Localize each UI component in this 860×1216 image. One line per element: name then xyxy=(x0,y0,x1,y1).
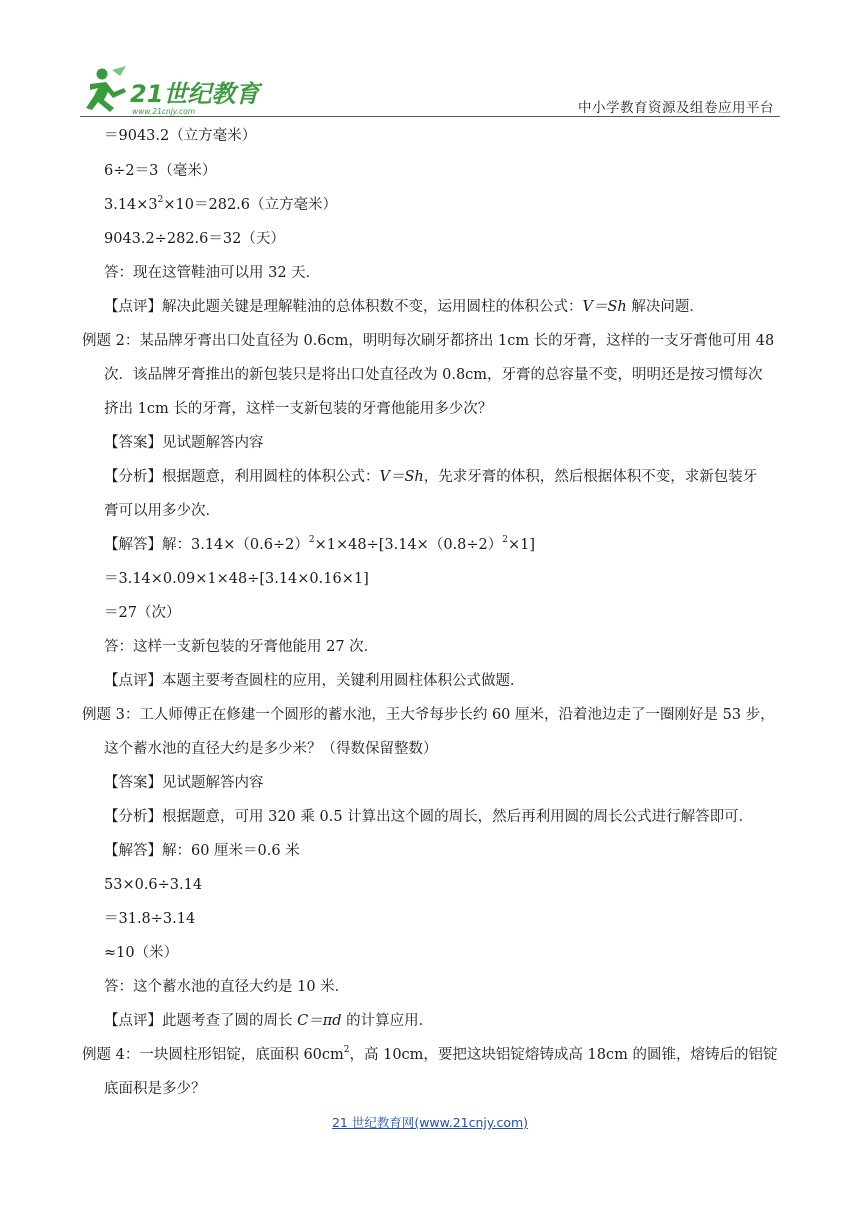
text-line: 6÷2＝3（毫米） xyxy=(104,163,217,179)
answer-label: 【答案】见试题解答内容 xyxy=(104,435,264,451)
analysis-line: 膏可以用多少次． xyxy=(104,503,220,519)
solution-line: ＝3.14×0.09×1×48÷[3.14×0.16×1] xyxy=(104,571,369,587)
footer-site-link[interactable]: 21 世纪教育网(www.21cnjy.com) xyxy=(331,1115,529,1130)
answer-line: 答：这个蓄水池的直径大约是 10 米． xyxy=(104,979,350,995)
solution-line: 53×0.6÷3.14 xyxy=(104,877,203,893)
example-2-question: 挤出 1cm 长的牙膏，这样一支新包装的牙膏他能用多少次？ xyxy=(104,401,493,417)
solution-line: 【解答】解：60 厘米＝0.6 米 xyxy=(104,843,300,859)
example-4-question: 例题 4：一块圆柱形铝锭，底面积 $60cm^2$，高 10cm，要把这块铝锭熔铸成高 18cm 的圆锥，熔铸后的铝锭 xyxy=(82,1045,778,1063)
example-4-question: 底面积是多少？ xyxy=(104,1081,206,1097)
text-line: $3.14\times 3^2\times 10=282.6$（立方毫米） xyxy=(104,195,338,213)
solution-line: ＝27（次） xyxy=(104,605,181,621)
solution-line: ＝31.8÷3.14 xyxy=(104,911,196,927)
page-footer xyxy=(0,1113,860,1131)
answer-label: 【答案】见试题解答内容 xyxy=(104,775,264,791)
text-line: ＝9043.2（立方毫米） xyxy=(104,128,257,144)
svg-text:www.21cnjy.com: www.21cnjy.com xyxy=(132,107,196,116)
analysis-line: 【分析】根据题意，利用圆柱的体积公式：V＝Sh，先求牙膏的体积，然后根据体积不变，求新包装牙 xyxy=(104,469,758,485)
svg-text:21世纪教育: 21世纪教育 xyxy=(130,80,260,108)
platform-name: 中小学教育资源及组卷应用平台 xyxy=(578,100,774,116)
analysis-line: 【分析】根据题意，可用 320 乘 0.5 计算出这个圆的周长，然后再利用圆的周长公式进行解答即可． xyxy=(104,809,754,825)
answer-line: 答：这样一支新包装的牙膏他能用 27 次． xyxy=(104,639,379,655)
example-3-question: 这个蓄水池的直径大约是多少米？（得数保留整数） xyxy=(104,741,438,757)
comment-line: 【点评】此题考查了圆的周长 C＝πd 的计算应用． xyxy=(104,1013,434,1029)
text-line: 9043.2÷282.6＝32（天） xyxy=(104,231,285,247)
solution-line: ≈10（米） xyxy=(104,945,179,961)
comment-line: 【点评】本题主要考查圆柱的应用，关键利用圆柱体积公式做题． xyxy=(104,673,525,689)
solution-line: 【解答】解：$3.14\times(0.6\div 2)^2\times 1\times 48\div[3.14\times(0.8\div 2)^2\times 1]$ xyxy=(104,535,536,553)
page-header xyxy=(80,62,780,118)
example-2-question: 例题 2：某品牌牙膏出口处直径为 0.6cm，明明每次刷牙都挤出 1cm 长的牙膏，这样的一支牙膏他可用 48 xyxy=(82,333,775,349)
example-3-question: 例题 3：工人师傅正在修建一个圆形的蓄水池，王大爷每步长约 60 厘米，沿着池边走了一圈刚好是 53 步， xyxy=(82,707,775,723)
logo-21cnjy xyxy=(80,62,270,118)
header-divider xyxy=(80,116,780,117)
answer-line: 答：现在这管鞋油可以用 32 天． xyxy=(104,265,321,281)
comment-line: 【点评】解决此题关键是理解鞋油的总体积数不变，运用圆柱的体积公式：V＝Sh 解决问题． xyxy=(104,299,704,315)
example-2-question: 次．该品牌牙膏推出的新包装只是将出口处直径改为 0.8cm，牙膏的总容量不变，明明还是按习惯每次 xyxy=(104,367,763,383)
